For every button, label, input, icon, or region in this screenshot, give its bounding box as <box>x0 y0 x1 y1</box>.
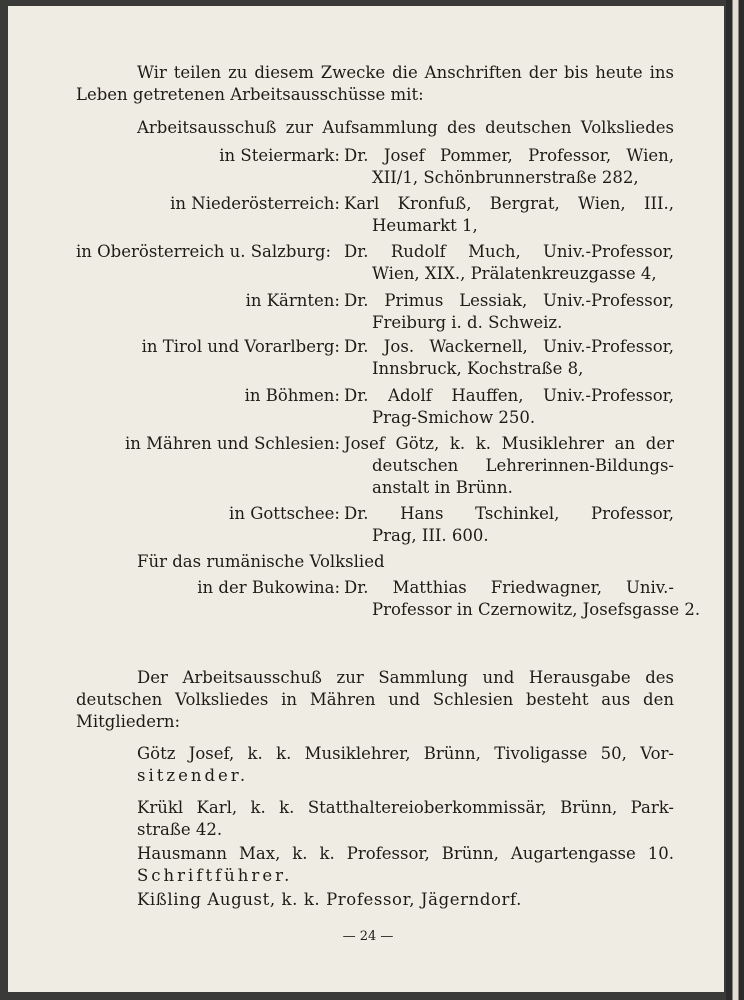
member-hausmann-line-2: Schriftführer. <box>137 866 293 885</box>
member-goetz-line-2: sitzender. <box>137 766 249 785</box>
entry-boehmen-1: Dr. Adolf Hauffen, Univ.-Professor, <box>344 386 674 405</box>
region-bukowina: in der Bukowina: <box>197 578 340 597</box>
region-maehren: in Mähren und Schlesien: <box>125 434 340 453</box>
book-edge <box>726 0 744 1000</box>
member-kissling-line-1: Kißling August, k. k. Professor, Jägerndorf. <box>137 890 522 909</box>
region-niederoesterreich: in Niederösterreich: <box>170 194 340 213</box>
entry-gottschee-1: Dr. Hans Tschinkel, Professor, <box>344 504 674 523</box>
page-number: — 24 — <box>342 929 394 944</box>
entry-niederoesterreich-2: Heumarkt 1, <box>372 216 478 235</box>
entry-maehren-1: Josef Götz, k. k. Musiklehrer an der <box>344 434 674 453</box>
intro-line-2: Leben getretenen Arbeitsausschüsse mit: <box>76 85 424 104</box>
entry-maehren-3: anstalt in Brünn. <box>372 478 513 497</box>
entry-kaernten-1: Dr. Primus Lessiak, Univ.-Professor, <box>344 291 674 310</box>
entry-kaernten-2: Freiburg i. d. Schweiz. <box>372 313 563 332</box>
member-hausmann-line-1: Hausmann Max, k. k. Professor, Brünn, Augartengasse 10. <box>137 844 674 863</box>
entry-gottschee-2: Prag, III. 600. <box>372 526 489 545</box>
region-kaernten: in Kärnten: <box>245 291 340 310</box>
entry-oberoesterreich-2: Wien, XIX., Prälatenkreuzgasse 4, <box>372 264 657 283</box>
member-goetz-line-1: Götz Josef, k. k. Musiklehrer, Brünn, Tivoligasse 50, Vor- <box>137 744 674 763</box>
entry-boehmen-2: Prag-Smichow 250. <box>372 408 536 427</box>
romanian-heading: Für das rumänische Volkslied <box>137 552 385 571</box>
region-steiermark: in Steiermark: <box>219 146 340 165</box>
entry-steiermark-2: XII/1, Schönbrunnerstraße 282, <box>372 168 639 187</box>
region-boehmen: in Böhmen: <box>244 386 340 405</box>
region-oberoesterreich: in Oberösterreich u. Salzburg: <box>76 242 332 261</box>
member-kruekl-line-2: straße 42. <box>137 820 223 839</box>
region-tirol: in Tirol und Vorarlberg: <box>141 337 340 356</box>
entry-steiermark-1: Dr. Josef Pommer, Professor, Wien, <box>344 146 674 165</box>
moravia-intro-line-1: Der Arbeitsausschuß zur Sammlung und Herausgabe des <box>137 668 674 687</box>
entry-bukowina-1: Dr. Matthias Friedwagner, Univ.- <box>344 578 674 597</box>
entry-maehren-2: deutschen Lehrerinnen-Bildungs- <box>372 456 674 475</box>
entry-niederoesterreich-1: Karl Kronfuß, Bergrat, Wien, III., <box>344 194 674 213</box>
committees-heading: Arbeitsausschuß zur Aufsammlung des deutschen Volksliedes <box>137 118 674 137</box>
moravia-intro-line-2: deutschen Volksliedes in Mähren und Schlesien besteht aus den <box>76 690 674 709</box>
entry-oberoesterreich-1: Dr. Rudolf Much, Univ.-Professor, <box>344 242 674 261</box>
moravia-intro-line-3: Mitgliedern: <box>76 712 181 731</box>
member-kruekl-line-1: Krükl Karl, k. k. Statthaltereioberkommissär, Brünn, Park- <box>137 798 674 817</box>
entry-tirol-1: Dr. Jos. Wackernell, Univ.-Professor, <box>344 337 674 356</box>
entry-bukowina-2: Professor in Czernowitz, Josefsgasse 2. <box>372 600 701 619</box>
intro-line-1: Wir teilen zu diesem Zwecke die Anschriften der bis heute ins <box>137 63 674 82</box>
entry-tirol-2: Innsbruck, Kochstraße 8, <box>372 359 584 378</box>
region-gottschee: in Gottschee: <box>229 504 340 523</box>
